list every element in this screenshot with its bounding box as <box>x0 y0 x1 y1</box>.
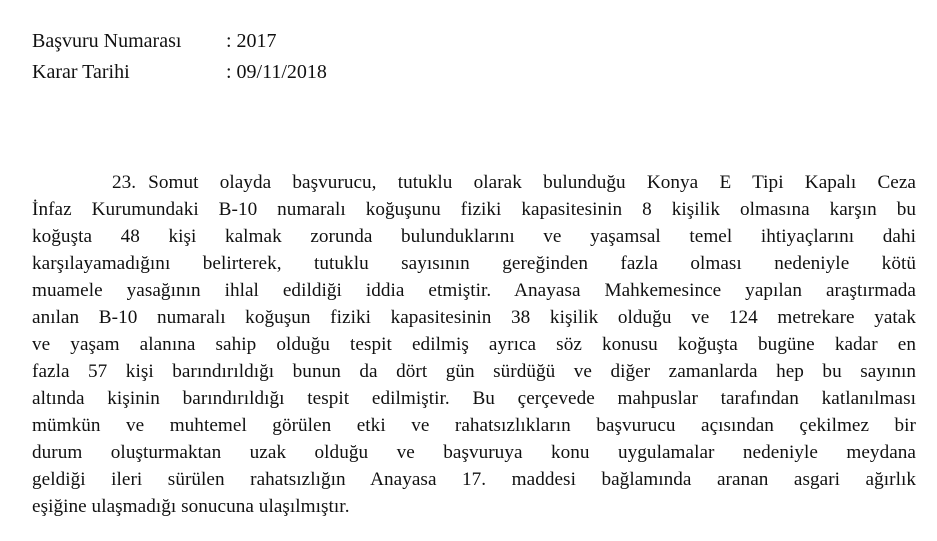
paragraph-line-10: mümkün ve muhtemel görülen etki ve rahatsızlıkların başvurucu açısından çekilmez bir <box>32 415 916 436</box>
paragraph-line-7: ve yaşam alanına sahip olduğu tespit edilmiş ayrıca söz konusu koğuşta bugüne kadar en <box>32 334 916 355</box>
paragraph-line-1 <box>32 169 916 196</box>
paragraph-line-8: fazla 57 kişi barındırıldığı bunun da dört gün sürdüğü ve diğer zamanlarda hep bu sayının <box>32 361 916 382</box>
paragraph-line-6: anılan B-10 numaralı koğuşun fiziki kapasitesinin 38 kişilik olduğu ve 124 metrekare yatak <box>32 307 916 328</box>
decision-date-row <box>32 57 327 88</box>
paragraph-line-5: muamele yasağının ihlal edildiği iddia etmiştir. Anayasa Mahkemesince yapılan araştırmada <box>32 280 916 301</box>
paragraph-line-3: koğuşta 48 kişi kalmak zorunda bulunduklarını ve yaşamsal temel ihtiyaçlarını dahi <box>32 226 916 247</box>
decision-date-label: Karar Tarihi <box>32 61 130 83</box>
paragraph-number: 23. <box>112 172 137 193</box>
paragraph-line-12: geldiği ileri sürülen rahatsızlığın Anayasa 17. maddesi bağlamında aranan asgari ağırlık <box>32 469 916 490</box>
paragraph-line-text: Somut olayda başvurucu, tutuklu olarak bulunduğu Konya E Tipi Kapalı Ceza <box>148 172 916 193</box>
paragraph-line-11: durum oluşturmaktan uzak olduğu ve başvuruya konu uygulamalar nedeniyle meydana <box>32 442 916 463</box>
paragraph-line-2: İnfaz Kurumundaki B-10 numaralı koğuşunu fiziki kapasitesinin 8 kişilik olmasına karşın bu <box>32 199 916 220</box>
decision-date-value: : 09/11/2018 <box>226 61 327 83</box>
application-number-label: Başvuru Numarası <box>32 30 182 52</box>
application-number-value: : 2017 <box>226 30 277 52</box>
application-number-row <box>32 26 327 57</box>
paragraph-line-13: eşiğine ulaşmadığı sonucuna ulaşılmıştır. <box>32 496 350 517</box>
paragraph-line-9: altında kişinin barındırıldığı tespit edilmiştir. Bu çerçevede mahpuslar tarafından katlanılması <box>32 388 916 409</box>
document-header <box>32 26 327 88</box>
paragraph-23 <box>32 169 916 520</box>
paragraph-line-4: karşılayamadığını belirterek, tutuklu sayısının gereğinden fazla olması nedeniyle kötü <box>32 253 916 274</box>
